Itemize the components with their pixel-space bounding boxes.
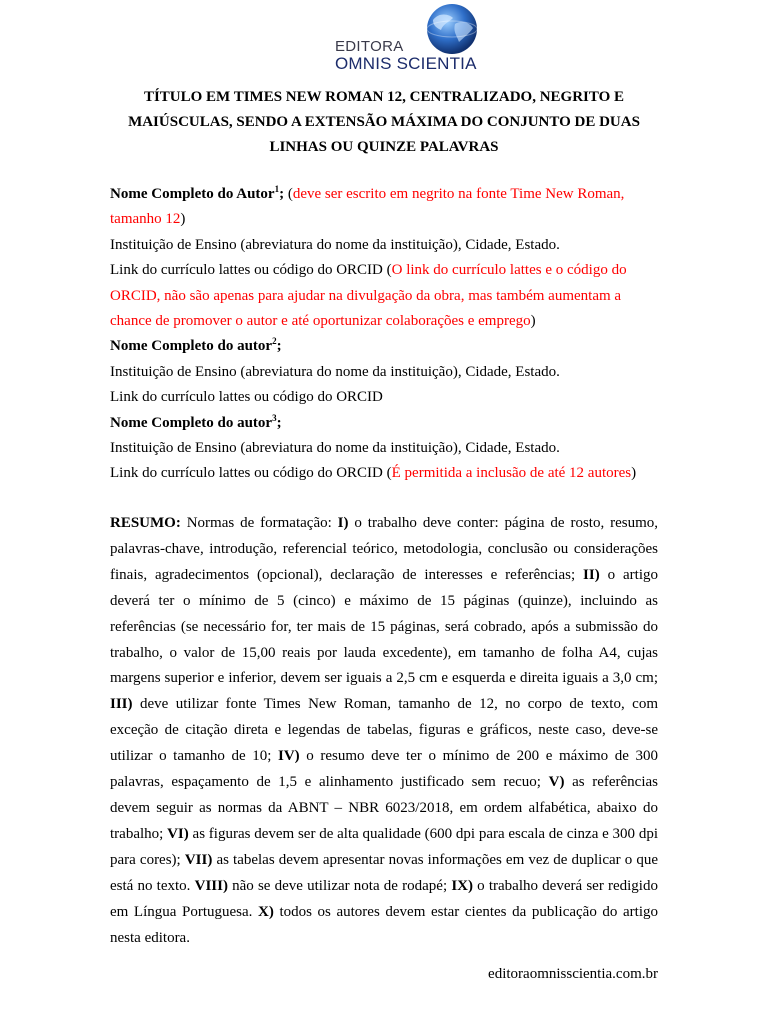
author-2-institution: Instituição de Ensino (abreviatura do nome da instituição), Cidade, Estado. (110, 363, 560, 380)
publisher-logo (335, 2, 495, 74)
rule-numeral: IX) (451, 877, 473, 894)
rule-numeral: V) (548, 774, 565, 791)
author-1-link-paren-open: ( (382, 262, 392, 279)
author-3-link-note: É permitida a inclusão de até 12 autores (391, 465, 632, 482)
author-1-paren-close: ) (180, 211, 186, 228)
author-1-link-note: O link do currículo lattes e o código do ORCID, não são apenas para ajudar na divulgação da obra, mas também aumentam a chance de promover o autor e até oportunizar colaborações e emprego (110, 262, 627, 330)
author-1-link-line (110, 258, 658, 334)
author-3-link-line (110, 461, 658, 486)
abstract-text: todos os autores devem estar cientes da publicação do artigo nesta editora. (110, 903, 658, 946)
rule-numeral: VIII) (194, 877, 228, 894)
abstract-label: RESUMO: (110, 515, 181, 531)
footer-website: editoraomnisscientia.com.br (488, 966, 658, 982)
abstract-text: as referências devem seguir as normas da ABNT – NBR 6023/2018, em ordem alfabética, abaixo do trabalho; (110, 774, 658, 842)
abstract-text: as figuras devem ser de alta qualidade (600 dpi para escala de cinza e 300 dpi para cores); (110, 825, 658, 868)
author-1-line (110, 182, 658, 233)
author-3-line (110, 411, 658, 436)
rule-numeral: VII) (184, 851, 213, 868)
abstract-text: Normas de formatação: (180, 515, 338, 531)
author-3-name: Nome Completo do autor (110, 414, 273, 431)
rule-numeral: II) (583, 566, 600, 583)
author-1-name: Nome Completo do Autor (110, 186, 275, 202)
abstract-text: o trabalho deverá ser redigido em Língua Portuguesa. (110, 877, 658, 920)
author-2-line (110, 334, 658, 359)
author-3-institution: Instituição de Ensino (abreviatura do nome da instituição), Cidade, Estado. (110, 440, 560, 457)
authors-block (110, 182, 658, 487)
abstract-text: o artigo deverá ter o mínimo de 5 (cinco) e máximo de 15 páginas (quinze), incluindo as referências (se necessário for, ter mais de 15 páginas, será cobrado, após a submissão do trabalho, o valor de 15,00 reais por lauda excedente), em tamanho de folha A4, cujas margens superior e inferior, devem ser iguais a 2,5 cm e esquerda e direita iguais a 3,0 cm; (110, 566, 658, 687)
author-3-link-paren-close: ) (631, 465, 637, 482)
author-2-footnote-mark: 2 (272, 336, 277, 347)
author-2-link: Link do currículo lattes ou código do ORCID (110, 389, 383, 406)
author-3-footnote-mark: 3 (272, 412, 277, 423)
rule-numeral: IV) (277, 748, 300, 765)
author-2-separator: ; (276, 338, 282, 355)
rule-numeral: VI) (167, 825, 189, 842)
author-1-paren-open: ( (284, 186, 293, 202)
abstract-text: deve utilizar fonte Times New Roman, tamanho de 12, no corpo de texto, com exceção de citação direta e legendas de tabelas, figuras e gráficos, neste caso, deve-se utilizar o tamanho de 10; (110, 696, 658, 765)
author-1-separator: ; (279, 186, 285, 202)
author-2-name: Nome Completo do autor (110, 338, 273, 355)
rule-numeral: X) (258, 903, 274, 920)
author-3-link-paren-open: ( (382, 465, 392, 482)
author-3-separator: ; (276, 414, 282, 431)
abstract-section (110, 511, 658, 951)
author-1-institution: Instituição de Ensino (abreviatura do nome da instituição), Cidade, Estado. (110, 236, 560, 253)
logo-line-editora: EDITORA (335, 38, 404, 55)
abstract-text: o trabalho deve conter: página de rosto, resumo, palavras-chave, introdução, referencial teórico, metodologia, conclusão ou considerações finais, agradecimentos (opcional), declaração de interesses e referências; (110, 515, 659, 583)
globe-icon (419, 2, 485, 56)
author-3-link: Link do currículo lattes ou código do ORCID (110, 465, 383, 482)
author-1-footnote-mark: 1 (274, 184, 280, 194)
abstract-paragraph (110, 511, 658, 951)
abstract-text: o resumo deve ter o mínimo de 200 e máximo de 300 palavras, espaçamento de 1,5 e alinhamento justificado sem recuo; (110, 748, 658, 791)
document-title: TÍTULO EM TIMES NEW ROMAN 12, CENTRALIZADO, NEGRITO E MAIÚSCULAS, SENDO A EXTENSÃO MÁXIMA DO CONJUNTO DE DUAS LINHAS OU QUINZE PALAVRAS (128, 89, 640, 155)
abstract-text: não se deve utilizar nota de rodapé; (227, 877, 452, 894)
author-1-formatting-note: deve ser escrito em negrito na fonte Time New Roman, tamanho 12 (110, 186, 625, 228)
logo-line-omnis-scientia: OMNIS SCIENTIA (335, 54, 477, 73)
author-1-link-paren-close: ) (530, 313, 536, 330)
author-1-link: Link do currículo lattes ou código do ORCID (110, 262, 383, 279)
abstract-text: as tabelas devem apresentar novas informações em vez de duplicar o que está no texto. (110, 851, 659, 894)
rule-numeral: I) (337, 515, 349, 531)
rule-numeral: III) (110, 696, 133, 713)
